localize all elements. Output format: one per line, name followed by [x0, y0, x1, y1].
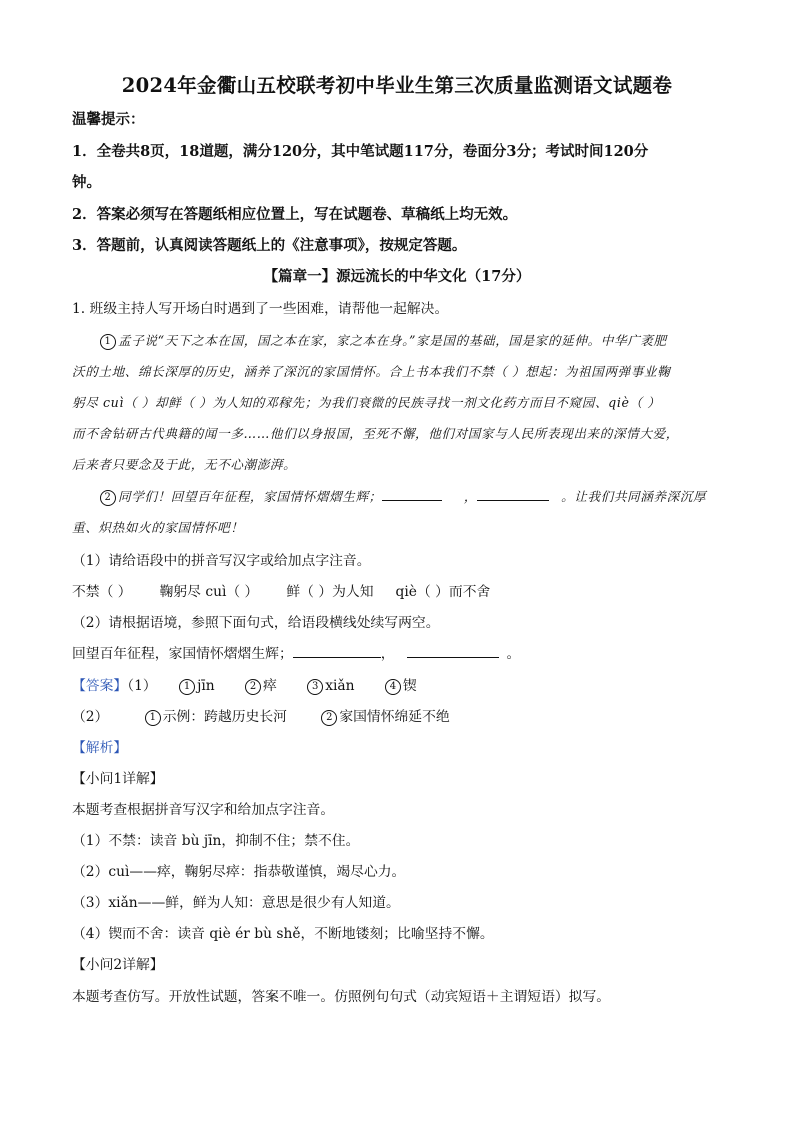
item-qie: qiè（ ）而不舍 — [395, 584, 491, 600]
notice-item-1-cont: 钟。 — [72, 174, 101, 191]
sub-question-2: （2）请根据语境，参照下面句式，给语段横线处续写两空。 — [72, 615, 440, 631]
sub-question-1: （1）请给语段中的拼音写汉字或给加点字注音。 — [72, 553, 371, 569]
circle-number-2: 2 — [100, 490, 116, 506]
answer-2-num-2: 2 — [321, 710, 337, 726]
page-title: 2024年金衢山五校联考初中毕业生第三次质量监测语文试题卷 — [121, 74, 673, 97]
fill-blank-1[interactable] — [382, 486, 442, 501]
passage-p1-line-3: 躬尽 cuì（ ）却鲜（ ）为人知的邓稼先；为我们衰微的民族寻找一剂文化药方而目不窥园、qiè（ ） — [72, 395, 661, 410]
answer-num-2: 2 — [245, 679, 261, 695]
section-title: 【篇章一】源远流长的中华文化（17分） — [263, 268, 531, 285]
circle-number-1: 1 — [100, 334, 116, 350]
item-xian: 鲜（ ）为人知 — [286, 584, 374, 600]
answer-row-1: 【答案】（1） 1 jīn 2 瘁 3 xiǎn 4 锲 — [72, 678, 417, 694]
answer-row-2: （2） 1 示例：跨越历史长河 2 家国情怀绵延不绝 — [72, 709, 450, 725]
item-cui: 鞠躬尽 cuì（ ） — [159, 584, 259, 600]
answer-blank-2[interactable] — [407, 643, 499, 658]
analysis-label: 【解析】 — [72, 740, 128, 756]
notice-heading: 温馨提示： — [72, 111, 145, 128]
question-stem: 1. 班级主持人写开场白时遇到了一些困难，请帮他一起解决。 — [72, 301, 449, 317]
analysis-q1-intro: 本题考查根据拼音写汉字和给加点字注音。 — [72, 802, 335, 818]
analysis-q1-item-3: （3）xiǎn——鲜，鲜为人知：意思是很少有人知道。 — [72, 895, 400, 911]
analysis-q2-intro: 本题考查仿写。开放性试题，答案不唯一。仿照例句句式（动宾短语＋主谓短语）拟写。 — [72, 989, 611, 1005]
answer-num-1: 1 — [179, 679, 195, 695]
notice-item-1: 1．全卷共8页，18道题，满分120分，其中笔试题117分，卷面分3分；考试时间120分 — [72, 143, 649, 160]
passage-p1-line-4: 而不舍钻研古代典籍的闻一多……他们以身报国，至死不懈，他们对国家与人民所表现出来的深情大爱， — [72, 426, 679, 441]
analysis-q1-item-4: （4）锲而不舍：读音 qiè ér bù shě，不断地镂刻；比喻坚持不懈。 — [72, 926, 494, 942]
answer-blank-1[interactable] — [293, 643, 381, 658]
passage-p2-line-1: 2 同学们！回望百年征程，家国情怀熠熠生辉； ， 。让我们共同涵养深沉厚 — [100, 486, 706, 506]
analysis-q1-heading: 【小问1详解】 — [72, 771, 164, 787]
answer-2-num-1: 1 — [145, 710, 161, 726]
answer-label: 【答案】 — [72, 678, 128, 694]
passage-p1-line-1: 1 孟子说“天下之本在国，国之本在家，家之本在身。”家是国的基础，国是家的延伸。中华广袤肥 — [100, 330, 667, 350]
sub-question-2-line: 回望百年征程，家国情怀熠熠生辉； ， 。 — [72, 642, 520, 662]
sub-question-1-items — [72, 580, 490, 600]
notice-item-3: 3．答题前，认真阅读答题纸上的《注意事项》，按规定答题。 — [72, 237, 467, 254]
passage-p2-line-2: 重、炽热如火的家国情怀吧！ — [72, 520, 244, 535]
passage-p1-line-5: 后来者只要念及于此，无不心潮澎湃。 — [72, 457, 297, 472]
answer-num-4: 4 — [385, 679, 401, 695]
passage-p1-line-2: 沃的土地、绵长深厚的历史，涵养了深沉的家国情怀。合上书本我们不禁（ ）想起：为祖国两弹事业鞠 — [72, 364, 671, 379]
analysis-q2-heading: 【小问2详解】 — [72, 957, 164, 973]
answer-num-3: 3 — [307, 679, 323, 695]
analysis-q1-item-1: （1）不禁：读音 bù jīn，抑制不住；禁不住。 — [72, 833, 360, 849]
item-bujin: 不禁（ ） — [72, 584, 132, 600]
analysis-q1-item-2: （2）cuì——瘁，鞠躬尽瘁：指恭敬谨慎，竭尽心力。 — [72, 864, 406, 880]
notice-item-2: 2．答案必须写在答题纸相应位置上，写在试题卷、草稿纸上均无效。 — [72, 206, 518, 223]
fill-blank-2[interactable] — [477, 486, 549, 501]
